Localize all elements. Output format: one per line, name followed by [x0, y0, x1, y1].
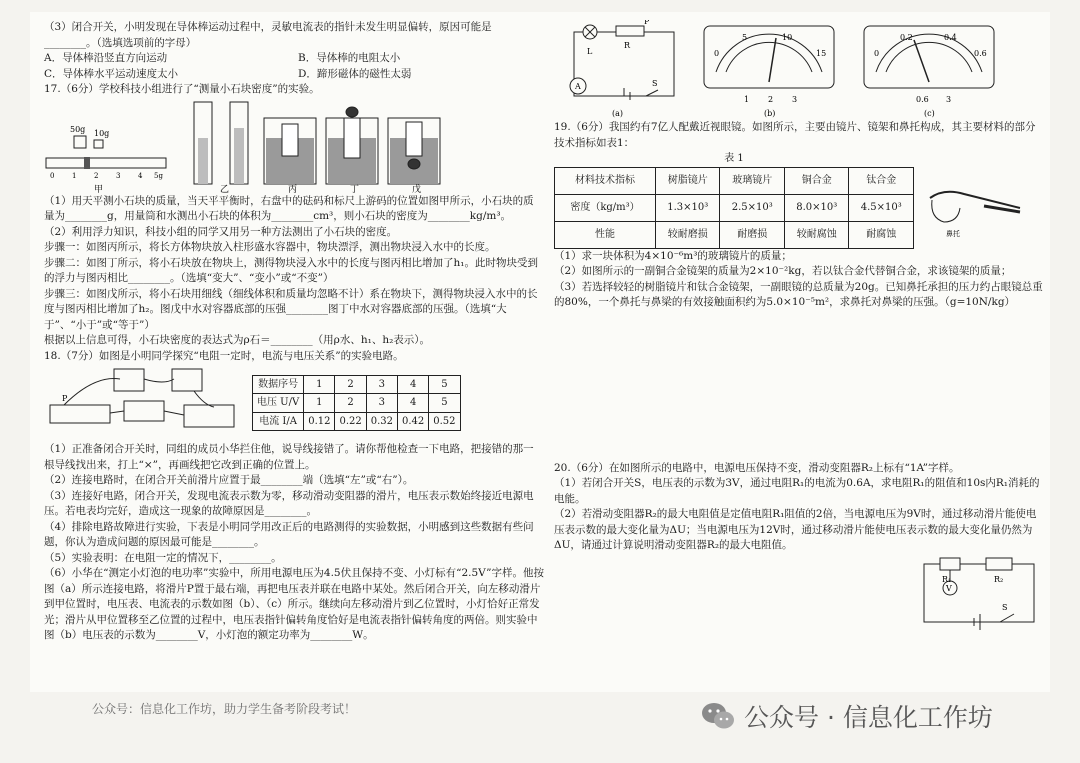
svg-text:0: 0 [50, 171, 55, 180]
svg-text:P: P [644, 20, 650, 26]
q20-circuit [554, 554, 1044, 630]
svg-text:0.6: 0.6 [974, 49, 987, 58]
q19-p2: （2）如图所示的一副铜合金镜架的质量为2×10⁻²kg，若以钛合金代替铜合金，求该镜架的质量； [554, 265, 1012, 277]
svg-text:R₁: R₁ [942, 574, 952, 584]
cylinders [194, 102, 248, 184]
svg-text:R₂: R₂ [994, 574, 1004, 584]
q19-p1: （1）求一块体积为4×10⁻⁶m³的玻璃镜片的质量； [554, 249, 792, 262]
svg-text:2: 2 [768, 95, 774, 104]
q17-step2: 步骤二：如图丁所示，将小石块放在物块上，测得物块浸入水中的长度与图丙相比增加了h₁。此时物块受到的浮力与图丙相比________。（选填“变大”、“变小”或“不变”） [44, 256, 538, 284]
svg-text:(b): (b) [764, 109, 776, 118]
svg-text:戊: 戊 [412, 184, 422, 194]
q16-options-row1 [44, 51, 544, 67]
circuit-a [570, 25, 674, 100]
scale-ticks [50, 172, 163, 180]
svg-text:(a): (a) [612, 109, 624, 118]
q18-figure-row [44, 364, 544, 442]
svg-text:3: 3 [792, 95, 798, 104]
beam-scale [46, 158, 166, 168]
q16-options-row2 [44, 67, 544, 83]
svg-text:L: L [587, 47, 593, 56]
svg-text:S: S [652, 79, 658, 88]
q16-option-b: B．导体棒的电阻太小 [298, 52, 401, 64]
q16-option-c: C．导体棒水平运动速度太小 [44, 67, 179, 80]
rider [84, 157, 90, 169]
svg-text:2: 2 [94, 171, 99, 180]
q18-p4: （4）排除电路故障进行实验，下表是小明同学用改正后的电路测得的实验数据，小明感到这些数据有些问题，你认为造成问题的原因最可能是________。 [44, 520, 534, 548]
svg-text:R: R [624, 41, 631, 50]
svg-text:A: A [575, 82, 581, 91]
mass-10g: 10g [94, 128, 110, 138]
svg-text:P: P [62, 394, 68, 403]
q17-p1: （1）用天平测小石块的质量，当天平平衡时，右盘中的砝码和标尺上游码的位置如图甲所示，小石块的质量为________g，用量筒和水测出小石块的体积为________cm³，则小石块的密度为________kg/m³。 [44, 194, 534, 222]
exam-sheet [30, 12, 1050, 692]
footer-right-brand [700, 698, 993, 734]
svg-text:0.4: 0.4 [944, 33, 957, 42]
svg-text:0.2: 0.2 [900, 33, 913, 42]
svg-text:5: 5 [742, 33, 748, 42]
svg-text:3: 3 [116, 171, 121, 180]
left-column [44, 20, 544, 644]
svg-text:3: 3 [946, 95, 952, 104]
right-spacer [554, 311, 1044, 461]
q18-title: 18.（7分）如图是小明同学探究“电阻一定时，电流与电压关系”的实验电路。 [44, 349, 404, 362]
q19-table-caption: 表 1 [724, 153, 744, 164]
q17-p2: （2）利用浮力知识，科技小组的同学又用另一种方法测出了小石块的密度。 [44, 225, 398, 238]
q20-p1: （1）若闭合开关S，电压表的示数为3V，通过电阻R₁的电流为0.6A，求电阻R₁的阻值和10s内R₁消耗的电能。 [554, 477, 1040, 505]
q20-title: 20.（6分）在如图所示的电路中，电源电压保持不变，滑动变阻器R₂上标有“1A”字样。 [554, 461, 960, 474]
containers [264, 107, 440, 184]
svg-text:0: 0 [714, 49, 720, 58]
q18-circuit-photo [44, 365, 244, 441]
fig-labels [94, 183, 421, 194]
svg-text:丙: 丙 [288, 184, 298, 194]
q18-circuit-and-meters [554, 20, 1044, 120]
q19-title: 19.（6分）我国约有7亿人配戴近视眼镜。如图所示，主要由镜片、镜架和鼻托构成，其主要材料的部分技术指标如表1： [554, 121, 1036, 149]
svg-text:乙: 乙 [220, 184, 230, 194]
q18-p5: （5）实验表明：在电阻一定的情况下，________。 [44, 551, 282, 564]
q16-line1: （3）闭合开关，小明发现在导体棒运动过程中，灵敏电流表的指针未发生明显偏转，原因可能是 [44, 21, 492, 33]
q17-conclusion: 根据以上信息可得，小石块密度的表达式为ρ石＝________（用ρ水、h₁、h₂表示）。 [44, 334, 431, 346]
svg-text:V: V [946, 583, 952, 593]
svg-text:15: 15 [816, 49, 827, 58]
svg-text:0: 0 [874, 49, 880, 58]
svg-text:10: 10 [782, 33, 793, 42]
voltmeter-b [704, 26, 834, 118]
footer-left-text: 公众号：信息化工作坊，助力学生备考阶段考试！ [92, 702, 357, 716]
svg-text:甲: 甲 [94, 184, 104, 194]
q19-material-table: 材料技术指标 树脂镜片 玻璃镜片 铜合金 钛合金 密度（kg/m³） 1.3×10³ 2.5×10³ 8.0×10³ 4.5×10³ 性能 较耐磨损 耐磨损 较耐腐蚀 耐腐蚀 [554, 167, 914, 249]
wechat-icon [700, 701, 736, 731]
mass-50g: 50g [70, 124, 86, 134]
q17-title: 17.（6分）学校科技小组进行了“测量小石块密度”的实验。 [44, 83, 320, 95]
q16-line2: ________。（选填选项前的字母） [44, 36, 197, 49]
svg-text:S: S [1002, 602, 1008, 612]
right-column [554, 20, 1044, 635]
svg-text:丁: 丁 [350, 184, 360, 194]
weights-icon [70, 125, 109, 148]
q18-p3: （3）连接好电路，闭合开关，发现电流表示数为零，移动滑动变阻器的滑片，电压表示数始终接近电源电压。若电表均完好，造成这一现象的故障原因是________。 [44, 489, 534, 517]
q19-p3: （3）若选择较轻的树脂镜片和钛合金镜架，一副眼镜的总质量为20g。已知鼻托承担的压力约占眼镜总重的80%，一个鼻托与鼻梁的有效接触面积约为5.0×10⁻⁵m²，求鼻托对鼻梁的压强。（g=10N/kg） [554, 280, 1043, 308]
q16-option-d: D．蹄形磁体的磁性太弱 [298, 67, 412, 80]
q17-figure [44, 98, 544, 194]
q18-p1: （1）正准备闭合开关时，同组的成员小华拦住他，说导线接错了。请你帮他检查一下电路，把接错的那一根导线找出来，打上“×”，再画线把它改到正确的位置上。 [44, 443, 534, 471]
q18-p2: （2）连接电路时，在闭合开关前滑片应置于最________端（选填“左”或“右”）。 [44, 474, 414, 486]
q17-step3: 步骤三：如图戊所示，将小石块用细线（细线体积和质量均忽略不计）系在物块下，测得物块浸入水中的长度与图丙相比增加了h₂。图戊中水对容器底部的压强________图丁中水对容器底部的压强。（选填“大于”、“小于”或“等于”） [44, 287, 538, 331]
q18-p6: （6）小华在“测定小灯泡的电功率”实验中，所用电源电压为4.5伏且保持不变、小灯标有“2.5V”字样。他按图（a）所示连接电路，将滑片P置于最右端，再把电压表并联在电路中某处。然后闭合开关，向左移动滑片到甲位置时，电压表、电流表的示数如图（b）、（c）所示。继续向左移动滑片到乙位置时，小灯恰好正常发光；滑片从甲位置移至乙位置的过程中，电压表指针偏转角度恰好是电流表指针偏转角度的两倍。则实验中图（b）电压表的示数为________V，小灯泡的额定功率为________W。 [44, 567, 545, 641]
svg-text:4: 4 [138, 171, 143, 180]
q19-table-row [554, 167, 1044, 249]
q16-option-a: A．导体棒沿竖直方向运动 [44, 52, 168, 64]
svg-text:5g: 5g [154, 171, 163, 180]
nose-pad-label: 鼻托 [946, 229, 960, 238]
q17-step1: 步骤一：如图丙所示，将长方体物块放入柱形盛水容器中，物块漂浮，测出物块浸入水中的长度。 [44, 241, 496, 253]
glasses-icon [924, 178, 1024, 238]
svg-text:1: 1 [72, 171, 77, 180]
q18-data-table: 数据序号 1 2 3 4 5 电压 U/V 1 2 3 4 5 电流 I/A 0.12 0.22 0.32 0.42 0.52 [252, 375, 461, 432]
q20-p2: （2）若滑动变阻器R₂的最大电阻值是定值电阻R₁阻值的2倍，当电源电压为9V时，通过移动滑片能使电压表示数的最大变化量为ΔU；当电源电压为12V时，通过移动滑片能使电压表示数的最大变化量仍然为ΔU，请通过计算说明滑动变阻器R₂的最大电阻值。 [554, 508, 1037, 551]
svg-text:0.6: 0.6 [916, 95, 929, 104]
svg-text:(c): (c) [924, 109, 935, 118]
footer-right-text: 公众号 · 信息化工作坊 [744, 703, 993, 732]
svg-text:1: 1 [744, 95, 750, 104]
ammeter-c [864, 26, 994, 118]
